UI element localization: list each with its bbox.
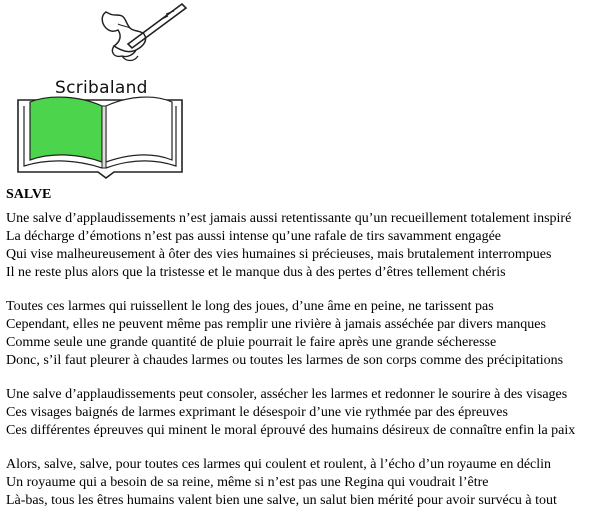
poem-line: Qui vise malheureusement à ôter des vies humaines si précieuses, mais brutalement interrompues: [6, 247, 552, 262]
logo-text: Scribaland: [55, 78, 148, 98]
poem-line: Ces visages baignés de larmes exprimant le désespoir d’une vie rythmée par des épreuves: [6, 405, 508, 420]
poem-line: Toutes ces larmes qui ruissellent le long des joues, d’une âme en peine, ne tarissent pas: [6, 299, 494, 314]
poem-line: Une salve d’applaudissements peut consoler, assécher les larmes et redonner le sourire à des visages: [6, 387, 568, 402]
poem-line: Alors, salve, salve, pour toutes ces larmes qui coulent et roulent, à l’écho d’un royaume en déclin: [6, 457, 552, 472]
stanza: [6, 210, 606, 282]
poem-line: Comme seule une grande quantité de pluie pourrait le faire après une grande sécheresse: [6, 335, 497, 350]
poem-line: Donc, s’il faut pleurer à chaudes larmes ou toutes les larmes de son corps comme des précipitations: [6, 353, 564, 368]
poem: [6, 186, 606, 526]
scribaland-logo: [10, 2, 190, 182]
poem-line: Ces différentes épreuves qui minent le moral éprouvé des humains désireux de connaître enfin la paix: [6, 423, 576, 438]
stanza: [6, 298, 606, 370]
poem-line: La décharge d’émotions n’est pas aussi intense qu’une rafale de tirs savamment engagée: [6, 229, 502, 244]
stanza: [6, 386, 606, 440]
poem-line: Là-bas, tous les êtres humains valent bien une salve, un salut bien mérité pour avoir survécu à tout: [6, 493, 557, 508]
poem-line: Un royaume qui a besoin de sa reine, même si n’est pas une Regina qui voudrait l’être: [6, 475, 489, 490]
poem-line: Cependant, elles ne peuvent même pas remplir une rivière à jamais asséchée par divers manques: [6, 317, 546, 332]
poem-title: SALVE: [6, 187, 52, 202]
poem-line: Une salve d’applaudissements n’est jamais aussi retentissante qu’un recueillement totalement inspiré: [6, 211, 572, 226]
poem-line: Il ne reste plus alors que la tristesse et le manque dus à des pertes d’êtres tellement chéris: [6, 265, 506, 280]
stanza: [6, 456, 606, 510]
